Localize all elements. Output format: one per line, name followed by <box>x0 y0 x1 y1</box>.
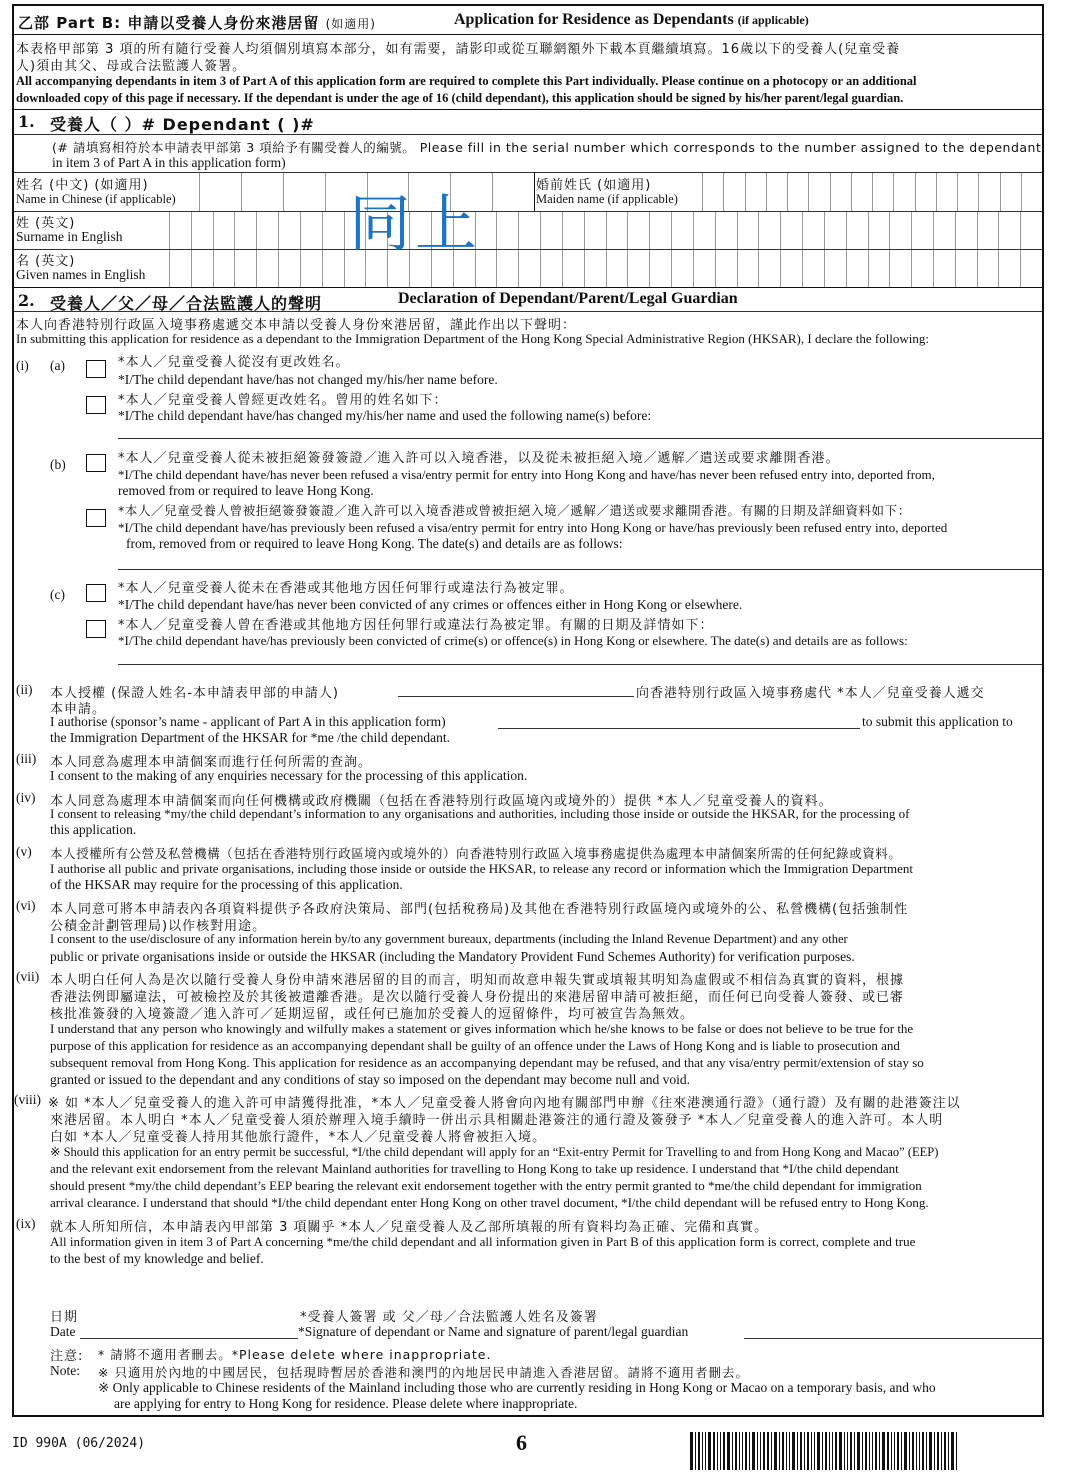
vii-zh-2: 香港法例即屬違法，可被檢控及於其後被遣離香港。是次以隨行受養人身份提出的來港居留申請可被拒絕，而任何已向受養人簽發、或已審 <box>50 990 905 1005</box>
checkbox-previously-convicted[interactable] <box>86 620 106 638</box>
iii-zh: 本人同意為處理本申請個案而進行任何所需的查詢。 <box>50 755 373 770</box>
barcode-bar <box>894 1432 895 1470</box>
barcode-bar <box>854 1432 855 1470</box>
signature-input-line[interactable] <box>744 1338 1042 1339</box>
ix-en-1: All information given in item 3 of Part A concerning *me/the child dependant and all information given in Part B of this application form is correct, complete and true <box>50 1234 916 1249</box>
section1-note-line1: (# 請填寫相符於本申請表甲部第 3 項給予有關受養人的編號。 Please fill in the serial number which corresponds to the number assigned to the dependant <box>52 140 1042 155</box>
barcode-bar <box>929 1432 932 1470</box>
barcode-bar <box>891 1432 892 1470</box>
c2-zh: *本人／兒童受養人曾在香港或其他地方因任何罪行或違法行為被定罪。有關的日期及詳情如下： <box>118 618 714 633</box>
barcode-bar <box>934 1432 935 1470</box>
barcode-bar <box>771 1432 772 1470</box>
c2-en: *I/The child dependant have/has previously been convicted of crime(s) or offence(s) in Hong Kong or elsewhere. The date(s) and details are as follows: <box>118 633 908 648</box>
note-2-zh: ※ 只適用於內地的中國居民，包括現時暫居於香港和澳門的內地居民申請進入香港居留。請將不適用者刪去。 <box>98 1365 749 1380</box>
barcode-bar <box>937 1432 939 1470</box>
item-b-label: (b) <box>50 457 66 472</box>
vi-en-2: public or private organisations inside or outside the HKSAR (including the Mandatory Provident Fund Schemes Authority) for verification purposes. <box>50 949 855 964</box>
viii-zh-1: ※ 如 *本人／兒童受養人的進入許可申請獲得批准，*本人／兒童受養人將會向內地有關部門申辦《往來港澳通行證》（通行證）及有關的赴港簽注以 <box>48 1096 961 1111</box>
a1-zh: *本人／兒童受養人從沒有更改姓名。 <box>118 355 350 370</box>
item-iii-label: (iii) <box>16 751 37 766</box>
form-id: ID 990A (06/2024) <box>12 1436 146 1451</box>
intro-en-line2: downloaded copy of this page if necessary. If the dependant is under the age of 16 (child dependant), this application should be signed by his/her parent/legal guardian. <box>16 91 904 105</box>
b2-zh: *本人／兒童受養人曾被拒絕簽發簽證／進入許可以入境香港或曾被拒絕入境／遞解／遣送或要求離開香港。有關的日期及詳細資料如下： <box>118 503 911 518</box>
barcode-bar <box>782 1432 784 1470</box>
checkbox-name-not-changed[interactable] <box>86 360 106 378</box>
barcode-bar <box>742 1432 743 1470</box>
barcode-icon <box>690 1432 1045 1470</box>
c1-en: *I/The child dependant have/has never been convicted of any crimes or offences either in Hong Kong or elsewhere. <box>118 597 743 612</box>
barcode-bar <box>695 1432 696 1470</box>
barcode-bar <box>904 1432 907 1470</box>
section1-title: 受養人（ ）# Dependant ( )# <box>50 115 315 134</box>
item-c-label: (c) <box>50 587 65 602</box>
barcode-bar <box>897 1432 899 1470</box>
iv-zh: 本人同意為處理本申請個案而向任何機構或政府機關（包括在香港特別行政區境內或境外的）提供 *本人／兒童受養人的資料。 <box>50 794 833 809</box>
barcode-bar <box>757 1432 758 1470</box>
note-2-en-2: are applying for entry to Hong Kong for residence. Please delete where inappropriate. <box>114 1396 578 1411</box>
viii-en-4: arrival clearance. I understand that should *I/the child dependant enter Hong Kong on other travel document, *I/the child dependant will be refused entry to Hong Kong. <box>50 1195 929 1210</box>
vii-zh-3: 核批准簽發的入境簽證／進入許可／延期逗留，或任何已施加於受養人的逗留條件，均可被宣告為無效。 <box>50 1007 695 1022</box>
barcode-bar <box>869 1432 870 1470</box>
barcode-bar <box>760 1432 761 1470</box>
barcode-bar <box>745 1432 747 1470</box>
v-en-1: I authorise all public and private organisations, including those inside or outside the HKSAR, to release any record or information which the Immigration Department <box>50 861 913 876</box>
section2-intro-en: In submitting this application for residence as a dependant to the Immigration Department of the Hong Kong Special Administrative Region (HKSAR), I declare the following: <box>16 331 930 346</box>
checkbox-never-convicted[interactable] <box>86 584 106 602</box>
given-names-label: 名 (英文) <box>16 254 76 269</box>
ix-en-2: to the best of my knowledge and belief. <box>50 1251 264 1266</box>
barcode-bar <box>817 1432 820 1470</box>
section1-number: 1. <box>18 112 35 131</box>
b1-zh: *本人／兒童受養人從未被拒絕簽發簽證／進入許可以入境香港，以及從未被拒絕入境／遞解／遣送或要求離開香港。 <box>118 451 840 466</box>
note-1: * 請將不適用者刪去。*Please delete where inappropriate. <box>98 1347 492 1362</box>
barcode-bar <box>779 1432 780 1470</box>
form-frame <box>12 4 1044 1417</box>
name-zh-label-en: Name in Chinese (if applicable) <box>16 192 176 206</box>
barcode-bar <box>850 1432 852 1470</box>
barcode-bar <box>723 1432 725 1470</box>
vii-en-3: subsequent removal from Hong Kong. This application for residence as an accompanying dependant may be refused, and that any visa/entry permit/extension of stay so <box>50 1055 924 1070</box>
given-names-label-en: Given names in English <box>16 267 146 282</box>
item-v-label: (v) <box>16 844 32 859</box>
c1-zh: *本人／兒童受養人從未在香港或其他地方因任何罪行或違法行為被定罪。 <box>118 581 574 596</box>
barcode-bar <box>807 1432 809 1470</box>
surname-label: 姓 (英文) <box>16 216 76 231</box>
item-viii-label: (viii) <box>14 1092 41 1107</box>
barcode-bar <box>732 1432 733 1470</box>
barcode-bar <box>844 1432 845 1470</box>
checkbox-previously-refused-entry[interactable] <box>86 509 106 527</box>
ii-zh-2: 本申請。 <box>50 702 107 717</box>
checkbox-never-refused-entry[interactable] <box>86 454 106 472</box>
part-b-title-en: Application for Residence as Dependants (if applicable) <box>454 11 809 28</box>
barcode-bar <box>702 1432 703 1470</box>
ii-zh-1b: 向香港特別行政區入境事務處代 *本人／兒童受養人遞交 <box>636 686 985 701</box>
barcode-bar <box>720 1432 721 1470</box>
vii-zh-1: 本人明白任何人為是次以隨行受養人身份申請來港居留的目的而言，明知而故意申報失實或填報其明知為虛假或不相信為真實的資料，根據 <box>50 973 905 988</box>
section2-number: 2. <box>18 291 35 310</box>
item-iv-label: (iv) <box>16 790 36 805</box>
note-2-en-1: ※ Only applicable to Chinese residents of the Mainland including those who are currently residing in Hong Kong or Macao on a temporary basis, and who <box>98 1380 936 1395</box>
b2-en-line2: from, removed from or required to leave Hong Kong. The date(s) and details are as follows: <box>126 536 623 551</box>
a2-zh: *本人／兒童受養人曾經更改姓名。曾用的姓名如下： <box>118 393 448 408</box>
section1-note-line2: in item 3 of Part A in this application form) <box>52 155 286 170</box>
barcode-bar <box>735 1432 737 1470</box>
intro-en-line1: All accompanying dependants in item 3 of Part A of this application form are required to complete this Part individually. Please continue on a photocopy or an additional <box>16 74 917 88</box>
barcode-bar <box>767 1432 769 1470</box>
ii-en-1: I authorise (sponsor’s name - applicant of Part A in this application form) <box>50 714 446 729</box>
intro-zh-line2: 人)須由其父、母或合法監護人簽署。 <box>16 59 247 74</box>
name-zh-label: 姓名 (中文) (如適用) <box>16 178 149 193</box>
ii-zh-1: 本人授權 (保證人姓名-本申請表甲部的申請人) <box>50 686 339 701</box>
barcode-bar <box>941 1432 942 1470</box>
barcode-bar <box>727 1432 730 1470</box>
barcode-bar <box>774 1432 777 1470</box>
surname-label-en: Surname in English <box>16 229 123 244</box>
barcode-bar <box>822 1432 823 1470</box>
checkbox-name-changed[interactable] <box>86 396 106 414</box>
barcode-bar <box>814 1432 815 1470</box>
a2-en: *I/The child dependant have/has changed my/his/her name and used the following name(s) before: <box>118 408 652 423</box>
item-i-label: (i) <box>16 358 29 373</box>
barcode-bar <box>698 1432 700 1470</box>
barcode-bar <box>739 1432 740 1470</box>
sponsor-name-input-zh[interactable] <box>398 696 634 697</box>
maiden-label: 婚前姓氏 (如適用) <box>536 178 652 193</box>
barcode-bar <box>951 1432 954 1470</box>
vii-en-1: I understand that any person who knowingly and wilfully makes a statement or gives information which he/she knows to be false or does not believe to be true for the <box>50 1021 914 1036</box>
ii-en-1b: to submit this application to <box>862 714 1013 729</box>
sponsor-name-input-en[interactable] <box>498 728 860 729</box>
barcode-bar <box>786 1432 787 1470</box>
handwritten-same-as-above-stamp: 同上 <box>349 187 482 260</box>
ii-en-2: the Immigration Department of the HKSAR for *me /the child dependant. <box>50 730 451 745</box>
barcode-bar <box>752 1432 755 1470</box>
item-vii-label: (vii) <box>16 969 40 984</box>
maiden-name-input[interactable] <box>702 173 1042 211</box>
conviction-details-input-line[interactable] <box>118 664 1042 665</box>
barcode-bar <box>919 1432 920 1470</box>
barcode-bar <box>749 1432 750 1470</box>
barcode-bar <box>797 1432 798 1470</box>
note-label-zh: 注意: <box>50 1349 84 1364</box>
v-zh: 本人授權所有公營及私營機構（包括在香港特別行政區境內或境外的）向香港特別行政區入境事務處提供為處理本申請個案所需的任何紀錄或資料。 <box>50 846 902 861</box>
iv-en-1: I consent to releasing *my/the child dependant’s information to any organisations and authorities, including those inside or outside the HKSAR, for the processing of <box>50 806 910 821</box>
barcode-bar <box>857 1432 860 1470</box>
barcode-bar <box>763 1432 765 1470</box>
barcode-bar <box>909 1432 910 1470</box>
barcode-bar <box>862 1432 863 1470</box>
refusal-details-input-line[interactable] <box>118 569 1042 570</box>
barcode-bar <box>717 1432 718 1470</box>
section2-title-en: Declaration of Dependant/Parent/Legal Guardian <box>398 290 738 307</box>
section2-intro-zh: 本人向香港特別行政區入境事務處遞交本申請以受養人身份來港居留，謹此作出以下聲明： <box>16 318 577 333</box>
barcode-bar <box>835 1432 837 1470</box>
note-label-en: Note: <box>50 1363 80 1378</box>
barcode-bar <box>792 1432 795 1470</box>
barcode-bar <box>887 1432 889 1470</box>
barcode-bar <box>789 1432 790 1470</box>
barcode-bar <box>956 1432 957 1470</box>
barcode-bar <box>901 1432 902 1470</box>
vii-en-2: purpose of this application for residence as an accompanying dependant shall be guilty of an offence under the Laws of Hong Kong and is liable to prosecution and <box>50 1038 900 1053</box>
viii-en-3: should present *my/the child dependant’s EEP bearing the relevant exit endorsement together with the entry permit granted to *me/the child dependant for immigration <box>50 1178 922 1193</box>
barcode-bar <box>926 1432 927 1470</box>
barcode-bar <box>847 1432 848 1470</box>
maiden-label-en: Maiden name (if applicable) <box>536 192 678 206</box>
b1-en-line2: removed from or required to leave Hong Kong. <box>118 483 374 498</box>
signature-label-zh: *受養人簽署 或 父／母／合法監護人姓名及簽署 <box>300 1310 598 1325</box>
viii-en-2: and the relevant exit endorsement from the relevant Mainland authorities for travelling to Hong Kong to take up residence. I understand that *I/the child dependant <box>50 1161 899 1176</box>
vi-en-1: I consent to the use/disclosure of any information herein by/to any government bureaux, departments (including the Inland Revenue Department) and any other <box>50 932 848 946</box>
v-en-2: of the HKSAR may require for the processing of this application. <box>50 877 403 892</box>
barcode-bar <box>825 1432 827 1470</box>
item-ix-label: (ix) <box>16 1216 36 1231</box>
a1-en: *I/The child dependant have/has not changed my/his/her name before. <box>118 372 498 387</box>
barcode-bar <box>811 1432 812 1470</box>
b2-en-line1: *I/The child dependant have/has previously been refused a visa/entry permit for entry into Hong Kong or have/has previously been refused entry into, deported <box>118 520 948 535</box>
section2-title-zh: 受養人／父／母／合法監護人的聲明 <box>50 294 323 313</box>
given-names-input[interactable] <box>169 250 1042 287</box>
vii-en-4: granted or issued to the dependant and any conditions of stay so imposed on the dependant may become null and void. <box>50 1072 690 1087</box>
barcode-bar <box>832 1432 833 1470</box>
iii-en: I consent to the making of any enquiries necessary for the processing of this application. <box>50 768 528 783</box>
barcode-bar <box>922 1432 924 1470</box>
part-b-title-zh: 乙部 Part B: 申請以受養人身份來港居留 (如適用) <box>18 14 376 32</box>
date-input-line[interactable] <box>80 1338 298 1339</box>
barcode-bar <box>708 1432 711 1470</box>
item-ii-label: (ii) <box>16 682 33 697</box>
vi-zh-2: 公積金計劃管理局)以作核對用途。 <box>50 919 267 934</box>
barcode-bar <box>705 1432 706 1470</box>
barcode-bar <box>944 1432 946 1470</box>
item-vi-label: (vi) <box>16 898 36 913</box>
barcode-bar <box>829 1432 830 1470</box>
viii-zh-3: 白如 *本人／兒童受養人持用其他旅行證件，*本人／兒童受養人將會被拒入境。 <box>50 1130 547 1145</box>
surname-input[interactable] <box>169 212 1042 249</box>
viii-en-1: ※ Should this application for an entry permit be successful, *I/the child dependant will apply for an “Exit-entry Permit for Travelling to and from Hong Kong and Macao” (EEP) <box>50 1145 939 1159</box>
barcode-bar <box>916 1432 917 1470</box>
barcode-bar <box>713 1432 715 1470</box>
barcode-bar <box>875 1432 877 1470</box>
intro-zh-line1: 本表格甲部第 3 項的所有隨行受養人均須個別填寫本部分，如有需要，請影印或從互聯網額外下載本頁繼續填寫。16歲以下的受養人(兒童受養 <box>16 42 901 57</box>
viii-zh-2: 來港居留。本人明白 *本人／兒童受養人須於辦理入境手續時一併出示具相關赴港簽注的通行證及簽發予 *本人／兒童受養人的進入許可。本人明 <box>50 1113 944 1128</box>
barcode-bar <box>865 1432 867 1470</box>
previous-names-input-line[interactable] <box>118 438 1042 439</box>
barcode-bar <box>912 1432 914 1470</box>
barcode-bar <box>804 1432 805 1470</box>
barcode-bar <box>882 1432 885 1470</box>
barcode-bar <box>879 1432 880 1470</box>
barcode-bar <box>839 1432 842 1470</box>
barcode-bar <box>872 1432 873 1470</box>
barcode-bar <box>800 1432 802 1470</box>
item-a-label: (a) <box>50 358 65 373</box>
iv-en-2: this application. <box>50 822 137 837</box>
b1-en-line1: *I/The child dependant have/has never been refused a visa/entry permit for entry into Hong Kong and have/has never been refused entry into, deported from, <box>118 467 935 482</box>
page-number: 6 <box>516 1430 527 1455</box>
date-label-en: Date <box>50 1324 76 1339</box>
signature-label-en: *Signature of dependant or Name and signature of parent/legal guardian <box>298 1324 689 1339</box>
date-label-zh: 日期 <box>50 1310 79 1325</box>
barcode-bar <box>948 1432 949 1470</box>
barcode-bar <box>690 1432 693 1470</box>
vi-zh-1: 本人同意可將本申請表內各項資料提供予各政府決策局、部門(包括稅務局)及其他在香港特別行政區境內或境外的公、私營機構(包括強制性 <box>50 902 909 917</box>
ix-zh: 就本人所知所信，本申請表內甲部第 3 項關乎 *本人／兒童受養人及乙部所填報的所有資料均為正確、完備和真實。 <box>50 1220 769 1235</box>
